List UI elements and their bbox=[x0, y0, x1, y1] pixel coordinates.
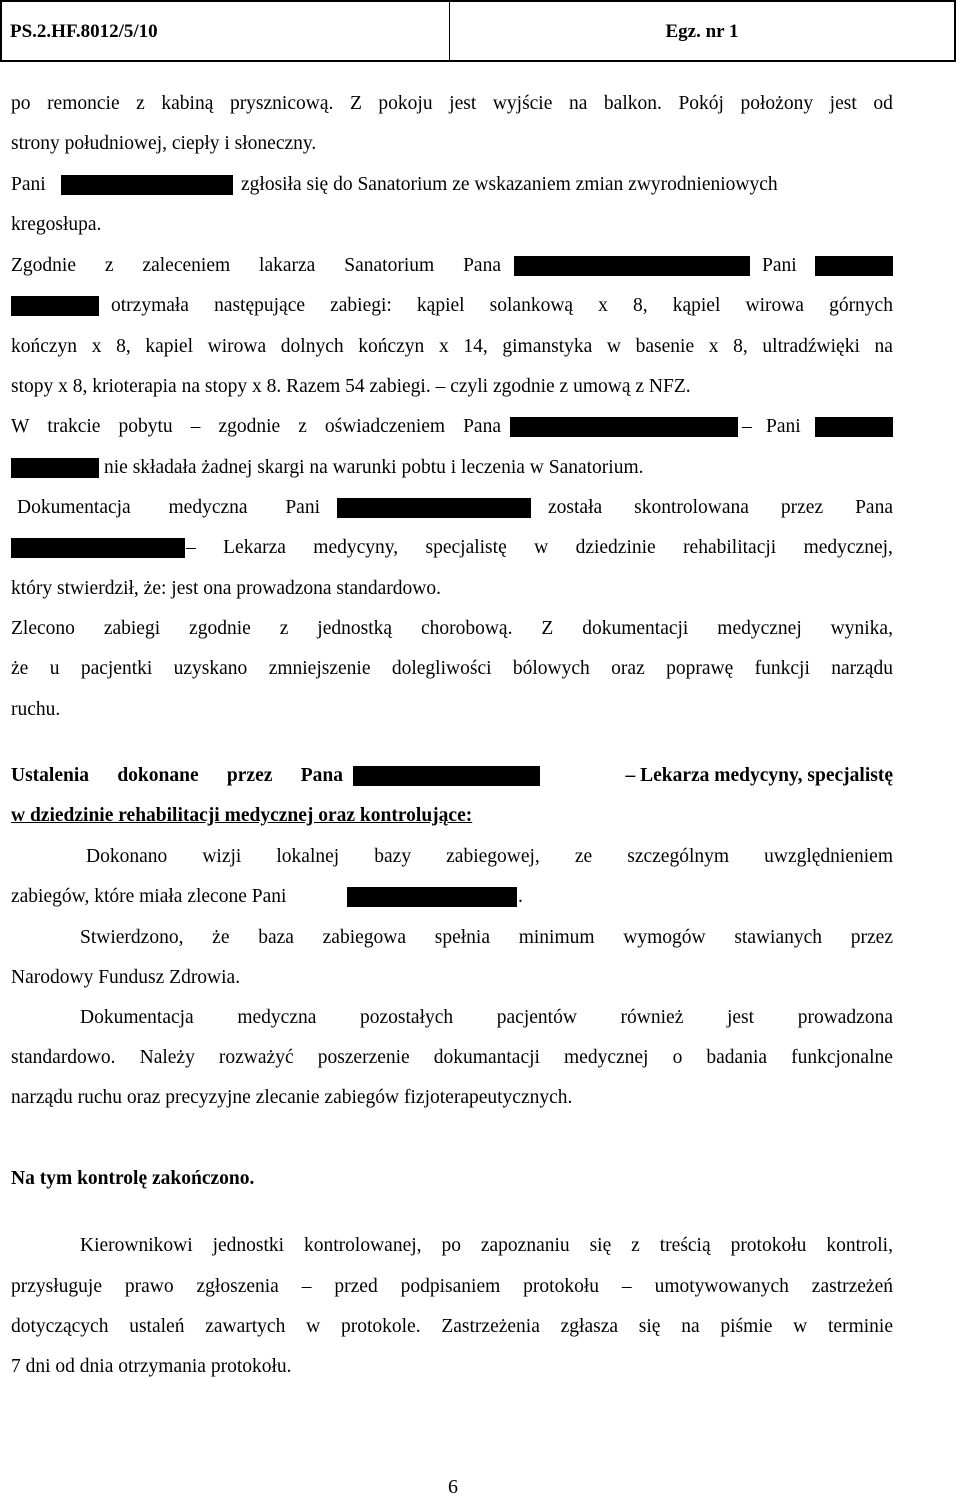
p9-line-3: narządu ruchu oraz precyzyjne zlecanie zabiegów fizjoterapeutycznych. bbox=[11, 1087, 573, 1108]
p6-line-1: Zlecono zabiegi zgodnie z jednostką chorobową. Z dokumentacji medycznej wynika, bbox=[11, 618, 893, 639]
p1-line-2: strony południowej, ciepły i słoneczny. bbox=[11, 133, 317, 154]
p3-line-2: otrzymała następujące zabiegi: kąpiel solankową x 8, kąpiel wirowa górnych bbox=[11, 293, 893, 319]
p8-line-1: Stwierdzono, że baza zabiegowa spełnia minimum wymogów stawianych przez bbox=[80, 927, 893, 948]
p5-line-2: – Lekarza medycyny, specjalistę w dziedzinie rehabilitacji medycznej, bbox=[11, 535, 893, 561]
p2-line-2: kregosłupa. bbox=[11, 214, 102, 235]
p10-line-1: Kierownikowi jednostki kontrolowanej, po zapoznaniu się z treścią protokołu kontroli, bbox=[80, 1235, 893, 1256]
p10-line-3: dotyczących ustaleń zawartych w protokole. Zastrzeżenia zgłasza się na piśmie w terminie bbox=[11, 1316, 893, 1337]
copy-number: Egz. nr 1 bbox=[665, 21, 739, 42]
p4-line-1: W trakcie pobytu – zgodnie z oświadczeniem Pana – Pani bbox=[11, 414, 893, 440]
section-heading-line-2: w dziedzinie rehabilitacji medycznej oraz kontrolujące: bbox=[11, 805, 473, 826]
p7-line-1: Dokonano wizji lokalnej bazy zabiegowej, ze szczególnym uwzględnieniem bbox=[86, 846, 893, 867]
redaction-box bbox=[514, 256, 750, 276]
p5-line-1: Dokumentacja medyczna Pani została skontrolowana przez Pana bbox=[17, 497, 893, 518]
redaction-box bbox=[815, 256, 893, 276]
p5-line-3: który stwierdził, że: jest ona prowadzona standardowo. bbox=[11, 578, 441, 599]
p3-line-4: stopy x 8, krioterapia na stopy x 8. Razem 54 zabiegi. – czyli zgodnie z umową z NFZ. bbox=[11, 376, 691, 397]
document-id: PS.2.HF.8012/5/10 bbox=[2, 2, 450, 60]
closing-statement: Na tym kontrolę zakończono. bbox=[11, 1168, 255, 1189]
header-table bbox=[0, 0, 956, 62]
p7-line-2: zabiegów, które miała zlecone Pani . bbox=[11, 886, 523, 907]
p9-line-1: Dokumentacja medyczna pozostałych pacjentów również jest prowadzona bbox=[80, 1007, 893, 1028]
p3-line-3: kończyn x 8, kapiel wirowa dolnych kończyn x 14, gimanstyka w basenie x 8, ultradźwięki na bbox=[11, 336, 893, 357]
p9-line-2: standardowo. Należy rozważyć poszerzenie dokumantacji medycznej o badania funkcjonalne bbox=[11, 1047, 893, 1068]
p4-line-2: nie składała żadnej skargi na warunki pobtu i leczenia w Sanatorium. bbox=[11, 455, 893, 481]
redaction-box bbox=[11, 458, 99, 478]
p1-line-1: po remoncie z kabiną prysznicową. Z pokoju jest wyjście na balkon. Pokój położony jest od bbox=[11, 93, 893, 114]
redaction-box bbox=[510, 417, 738, 437]
redaction-box bbox=[353, 766, 540, 786]
p10-line-4: 7 dni od dnia otrzymania protokołu. bbox=[11, 1356, 292, 1377]
redaction-box bbox=[61, 175, 233, 195]
redaction-box bbox=[815, 417, 893, 437]
section-heading-line-1: Ustalenia dokonane przez Pana – Lekarza medycyny, specjalistę bbox=[11, 765, 893, 786]
p6-line-2: że u pacjentki uzyskano zmniejszenie dolegliwości bólowych oraz poprawę funkcji narządu bbox=[11, 658, 893, 679]
page-number: 6 bbox=[448, 1476, 458, 1498]
p3-line-1: Zgodnie z zaleceniem lakarza Sanatorium Pana Pani bbox=[11, 253, 893, 279]
p6-line-3: ruchu. bbox=[11, 699, 61, 720]
p8-line-2: Narodowy Fundusz Zdrowia. bbox=[11, 967, 241, 988]
p2-line-1: Pani zgłosiła się do Sanatorium ze wskazaniem zmian zwyrodnieniowych bbox=[11, 174, 778, 195]
p10-line-2: przysługuje prawo zgłoszenia – przed podpisaniem protokołu – umotywowanych zastrzeżeń bbox=[11, 1276, 893, 1297]
redaction-box bbox=[347, 887, 517, 907]
redaction-box bbox=[11, 538, 185, 558]
redaction-box bbox=[11, 296, 99, 316]
redaction-box bbox=[337, 498, 531, 518]
